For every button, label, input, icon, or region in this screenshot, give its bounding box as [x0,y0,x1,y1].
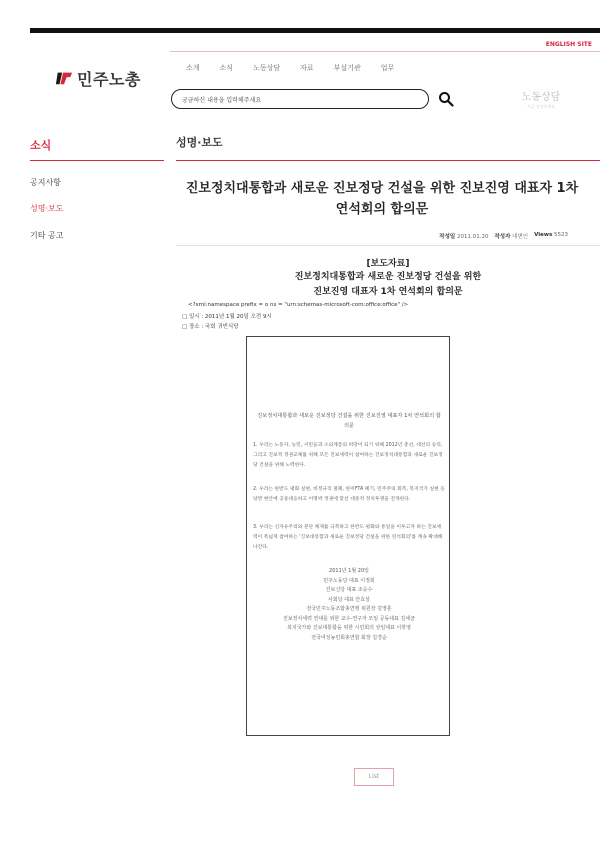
main-nav [186,63,394,73]
signature-line: 복지국가와 진보대통합을 위한 시민회의 상임대표 이학영 [287,625,411,631]
signature-line: 진보정치세력 연대를 위한 교수-연구자 모임 공동대표 김세균 [282,615,416,622]
signature-line: 민주노동당 대표 이정희 [323,577,375,584]
document-clause-1: 1. 우리는 노동자, 농민, 서민들과 소외계층의 희망이 되기 위해 2012년 총선, 대선의 승리, 그리고 진보적 정권교체를 위해 모든 진보세력이 참여하는 진보정치대통합과 새로운 진보정당 건설을 위해 노력한다. [253,443,443,468]
press-tag: [보도자료] [366,259,410,269]
logo[interactable] [55,66,141,90]
document-signatures [247,567,451,643]
post-author: 대변인 [512,234,529,240]
signature-line: 2011년 1월 20일 [329,568,369,574]
search-input[interactable] [180,93,419,107]
header-divider [170,51,600,52]
author-label: 작성자 [494,234,511,240]
sidebar-divider [30,160,164,161]
nav-item-affiliates[interactable]: 부설기관 [333,64,361,72]
signature-line: 진보신당 대표 조승수 [325,587,373,593]
nav-item-resources[interactable]: 자료 [300,64,314,72]
labor-consult-link[interactable] [518,88,564,110]
list-button[interactable]: List [354,768,394,786]
nav-item-news[interactable]: 소식 [219,64,234,72]
press-title-line2: 진보진영 대표자 1차 연석회의 합의문 [313,287,463,297]
consult-subtitle: 지금 상담하세요 [526,104,556,109]
sidebar-item-other-notices[interactable]: 기타 공고 [30,231,64,240]
xml-namespace-text: <?xml:namespace prefix = o ns = "urn:schemas-microsoft-com:office:office" /> [188,302,409,308]
press-title-line1: 진보정치대통합과 새로운 진보정당 건설을 위한 [294,272,482,282]
sidebar-title: 소식 [30,139,52,152]
top-bar [30,28,600,33]
signature-line: 전국민주노동조합총연맹 위원장 김영훈 [306,606,392,612]
english-site-link[interactable]: ENGLISH SITE [545,41,592,48]
event-place: □ 장소 : 국회 귀빈식당 [182,324,239,330]
signature-line: 전국여성농민회총연합 회장 김경순 [311,634,387,641]
nav-item-labor-consult[interactable]: 노동상담 [253,64,281,72]
date-label: 작성일 [439,234,456,240]
kctu-logo-icon [55,69,73,87]
press-release-header [176,258,600,300]
logo-text: 민주노총 [77,69,141,89]
views-label: Views [534,232,553,238]
agreement-document-image [246,336,450,736]
section-title: 성명·보도 [176,136,223,149]
document-clause-2: 2. 우리는 한반도 평화 실현, 비정규직 철폐, 한미FTA 폐기, 민주주의 회복, 복지국가 실현 등 당면 현안에 공동대응하고 이명박 정권에 맞선 대중적 정치투쟁을 전개한다. [253,487,445,502]
section-divider [176,160,600,161]
search-icon[interactable] [438,91,454,107]
post-meta [439,232,568,240]
view-count: 5523 [554,232,568,238]
nav-item-about[interactable]: 소개 [186,64,200,72]
signature-line: 사회당 대표 안효상 [328,596,370,603]
post-title: 진보정치대통합과 새로운 진보정당 건설을 위한 진보진영 대표자 1차 연석회의 합의문 [185,181,579,217]
document-heading: 진보정치대통합과 새로운 진보정당 건설을 위한 진보진영 대표자 1차 연석회의 합의문 [257,413,441,429]
document-clause-3: 3. 우리는 신자유주의와 분단 체제를 극복하고 한반도 평화와 통일을 이루고자 하는 진보세력이 폭넓게 참여하는 '진보대통합과 새로운 진보정당 건설을 위한 연석회의'를 계속 확대해 나간다. [253,525,443,550]
sidebar-item-notices[interactable]: 공지사항 [30,178,61,187]
sidebar-item-statements[interactable]: 성명·보도 [30,204,64,213]
search-box [171,89,429,109]
nav-item-work[interactable]: 업무 [380,64,395,72]
consult-title: 노동상담 [521,92,561,103]
meta-divider [176,245,600,246]
post-date: 2011.01.20 [456,234,489,240]
event-time: □ 일시 : 2011년 1월 20일 오전 9시 [182,314,272,320]
